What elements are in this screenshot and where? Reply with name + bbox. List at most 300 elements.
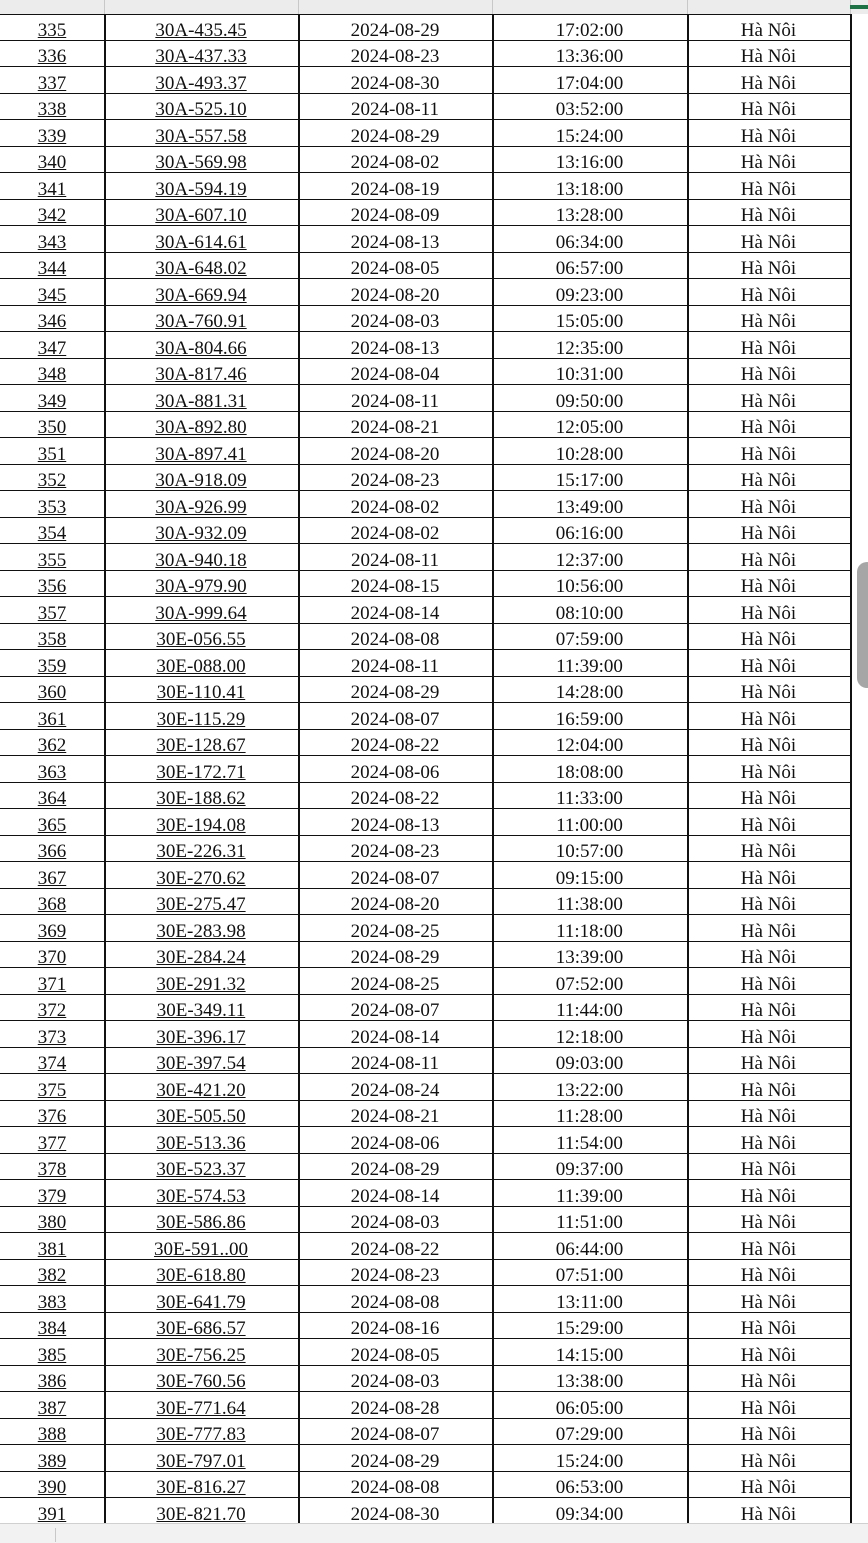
cell-location[interactable] xyxy=(687,94,850,120)
cell-time[interactable] xyxy=(492,1419,687,1445)
cell-time[interactable] xyxy=(492,942,687,968)
cell-index[interactable] xyxy=(0,1339,104,1365)
cell-index[interactable] xyxy=(0,677,104,703)
cell-date[interactable] xyxy=(298,862,492,888)
cell-time[interactable] xyxy=(492,995,687,1021)
cell-location[interactable] xyxy=(687,465,850,491)
cell-plate[interactable] xyxy=(104,279,298,305)
cell-location[interactable] xyxy=(687,1286,850,1312)
cell-time[interactable] xyxy=(492,1472,687,1498)
cell-date[interactable] xyxy=(298,915,492,941)
cell-time-text: 11:00:00 xyxy=(556,814,623,835)
cell-time[interactable] xyxy=(492,1366,687,1392)
cell-date[interactable] xyxy=(298,1180,492,1206)
cell-date[interactable] xyxy=(298,1021,492,1047)
cell-plate[interactable] xyxy=(104,1074,298,1100)
cell-date[interactable] xyxy=(298,226,492,252)
cell-location[interactable] xyxy=(687,1339,850,1365)
cell-plate[interactable] xyxy=(104,1021,298,1047)
cell-location[interactable] xyxy=(687,1233,850,1259)
cell-date[interactable] xyxy=(298,1339,492,1365)
cell-date[interactable] xyxy=(298,809,492,835)
cell-time[interactable] xyxy=(492,438,687,464)
cell-location[interactable] xyxy=(687,1313,850,1339)
cell-index[interactable] xyxy=(0,703,104,729)
cell-index[interactable] xyxy=(0,1233,104,1259)
cell-index[interactable] xyxy=(0,1180,104,1206)
cell-plate[interactable] xyxy=(104,385,298,411)
cell-location[interactable] xyxy=(687,67,850,93)
cell-date[interactable] xyxy=(298,1419,492,1445)
cell-plate[interactable] xyxy=(104,995,298,1021)
cell-index[interactable] xyxy=(0,889,104,915)
cell-time[interactable] xyxy=(492,1445,687,1471)
cell-location[interactable] xyxy=(687,1154,850,1180)
cell-location[interactable] xyxy=(687,597,850,623)
cell-location[interactable] xyxy=(687,995,850,1021)
cell-time[interactable] xyxy=(492,1021,687,1047)
cell-time[interactable] xyxy=(492,1180,687,1206)
cell-date[interactable] xyxy=(298,597,492,623)
cell-plate[interactable] xyxy=(104,968,298,994)
cell-location[interactable] xyxy=(687,544,850,570)
cell-location[interactable] xyxy=(687,200,850,226)
cell-location[interactable] xyxy=(687,412,850,438)
cell-time[interactable] xyxy=(492,1154,687,1180)
cell-time[interactable] xyxy=(492,650,687,676)
cell-plate[interactable] xyxy=(104,756,298,782)
cell-date[interactable] xyxy=(298,412,492,438)
cell-location[interactable] xyxy=(687,809,850,835)
cell-plate[interactable] xyxy=(104,1286,298,1312)
cell-index[interactable] xyxy=(0,1101,104,1127)
cell-index[interactable] xyxy=(0,1154,104,1180)
cell-date[interactable] xyxy=(298,67,492,93)
cell-plate[interactable] xyxy=(104,1313,298,1339)
cell-index[interactable] xyxy=(0,1021,104,1047)
cell-location[interactable] xyxy=(687,306,850,332)
cell-location[interactable] xyxy=(687,571,850,597)
cell-plate[interactable] xyxy=(104,1366,298,1392)
cell-plate[interactable] xyxy=(104,359,298,385)
cell-location[interactable] xyxy=(687,942,850,968)
cell-location[interactable] xyxy=(687,1127,850,1153)
cell-plate[interactable] xyxy=(104,915,298,941)
cell-location[interactable] xyxy=(687,1074,850,1100)
cell-index[interactable] xyxy=(0,518,104,544)
cell-plate[interactable] xyxy=(104,1180,298,1206)
cell-index[interactable] xyxy=(0,41,104,67)
cell-location-text: Hà Nôi xyxy=(740,1371,797,1391)
cell-date[interactable] xyxy=(298,836,492,862)
cell-date[interactable] xyxy=(298,1445,492,1471)
cell-location[interactable] xyxy=(687,677,850,703)
cell-index[interactable] xyxy=(0,67,104,93)
cell-index[interactable] xyxy=(0,1313,104,1339)
cell-index[interactable] xyxy=(0,279,104,305)
cell-location[interactable] xyxy=(687,1048,850,1074)
cell-index[interactable] xyxy=(0,359,104,385)
cell-date[interactable] xyxy=(298,1048,492,1074)
cell-location[interactable] xyxy=(687,756,850,782)
cell-date[interactable] xyxy=(298,1313,492,1339)
cell-time[interactable] xyxy=(492,279,687,305)
cell-time[interactable] xyxy=(492,1074,687,1100)
cell-time[interactable] xyxy=(492,1286,687,1312)
cell-index[interactable] xyxy=(0,253,104,279)
cell-index[interactable] xyxy=(0,1260,104,1286)
cell-date[interactable] xyxy=(298,677,492,703)
cell-date[interactable] xyxy=(298,173,492,199)
cell-plate[interactable] xyxy=(104,491,298,517)
cell-time[interactable] xyxy=(492,1127,687,1153)
cell-date[interactable] xyxy=(298,1127,492,1153)
cell-plate[interactable] xyxy=(104,1419,298,1445)
cell-plate[interactable] xyxy=(104,783,298,809)
cell-time[interactable] xyxy=(492,783,687,809)
cell-date[interactable] xyxy=(298,624,492,650)
cell-location[interactable] xyxy=(687,1419,850,1445)
cell-location[interactable] xyxy=(687,915,850,941)
cell-location[interactable] xyxy=(687,359,850,385)
cell-time[interactable] xyxy=(492,147,687,173)
cell-location[interactable] xyxy=(687,1392,850,1418)
cell-date[interactable] xyxy=(298,200,492,226)
cell-location[interactable] xyxy=(687,15,850,40)
cell-date[interactable] xyxy=(298,253,492,279)
cell-plate[interactable] xyxy=(104,1154,298,1180)
cell-plate[interactable] xyxy=(104,1472,298,1498)
cell-time[interactable] xyxy=(492,597,687,623)
cell-plate[interactable] xyxy=(104,1101,298,1127)
cell-time[interactable] xyxy=(492,968,687,994)
cell-index[interactable] xyxy=(0,1472,104,1498)
cell-plate[interactable] xyxy=(104,306,298,332)
cell-date[interactable] xyxy=(298,730,492,756)
cell-time[interactable] xyxy=(492,703,687,729)
cell-index[interactable] xyxy=(0,15,104,40)
cell-date[interactable] xyxy=(298,15,492,40)
cell-index[interactable] xyxy=(0,1419,104,1445)
cell-time[interactable] xyxy=(492,1339,687,1365)
spreadsheet-grid[interactable] xyxy=(0,14,852,1525)
cell-date[interactable] xyxy=(298,359,492,385)
cell-date[interactable] xyxy=(298,1207,492,1233)
cell-date[interactable] xyxy=(298,306,492,332)
cell-location[interactable] xyxy=(687,889,850,915)
cell-date[interactable] xyxy=(298,94,492,120)
cell-location[interactable] xyxy=(687,41,850,67)
cell-time[interactable] xyxy=(492,544,687,570)
cell-plate[interactable] xyxy=(104,67,298,93)
cell-location[interactable] xyxy=(687,650,850,676)
cell-plate[interactable] xyxy=(104,1339,298,1365)
cell-time[interactable] xyxy=(492,15,687,40)
cell-plate[interactable] xyxy=(104,41,298,67)
cell-location[interactable] xyxy=(687,253,850,279)
cell-date[interactable] xyxy=(298,1101,492,1127)
cell-index[interactable] xyxy=(0,147,104,173)
cell-date[interactable] xyxy=(298,650,492,676)
cell-time[interactable] xyxy=(492,730,687,756)
cell-plate[interactable] xyxy=(104,438,298,464)
cell-time[interactable] xyxy=(492,200,687,226)
cell-location[interactable] xyxy=(687,491,850,517)
cell-date[interactable] xyxy=(298,1366,492,1392)
cell-plate[interactable] xyxy=(104,1207,298,1233)
cell-time[interactable] xyxy=(492,1392,687,1418)
cell-time[interactable] xyxy=(492,809,687,835)
cell-location-text: Hà Nôi xyxy=(740,231,797,252)
cell-date[interactable] xyxy=(298,1154,492,1180)
cell-index[interactable] xyxy=(0,332,104,358)
cell-time[interactable] xyxy=(492,359,687,385)
cell-time[interactable] xyxy=(492,862,687,888)
cell-index[interactable] xyxy=(0,597,104,623)
cell-plate[interactable] xyxy=(104,862,298,888)
cell-index[interactable] xyxy=(0,571,104,597)
cell-plate[interactable] xyxy=(104,1127,298,1153)
cell-time[interactable] xyxy=(492,571,687,597)
cell-location[interactable] xyxy=(687,624,850,650)
cell-time[interactable] xyxy=(492,412,687,438)
cell-date[interactable] xyxy=(298,1074,492,1100)
cell-time[interactable] xyxy=(492,491,687,517)
cell-location[interactable] xyxy=(687,703,850,729)
cell-index[interactable] xyxy=(0,226,104,252)
cell-plate[interactable] xyxy=(104,518,298,544)
cell-index[interactable] xyxy=(0,730,104,756)
cell-index[interactable] xyxy=(0,200,104,226)
cell-time[interactable] xyxy=(492,889,687,915)
column-header-e[interactable] xyxy=(688,0,851,14)
cell-date[interactable] xyxy=(298,783,492,809)
cell-time[interactable] xyxy=(492,1207,687,1233)
cell-location[interactable] xyxy=(687,518,850,544)
cell-time[interactable] xyxy=(492,306,687,332)
cell-plate[interactable] xyxy=(104,465,298,491)
cell-time[interactable] xyxy=(492,1233,687,1259)
cell-location[interactable] xyxy=(687,1445,850,1471)
cell-index[interactable] xyxy=(0,1445,104,1471)
cell-index[interactable] xyxy=(0,544,104,570)
cell-plate[interactable] xyxy=(104,412,298,438)
column-header-a[interactable] xyxy=(0,0,105,14)
cell-time[interactable] xyxy=(492,253,687,279)
cell-date[interactable] xyxy=(298,968,492,994)
cell-location[interactable] xyxy=(687,279,850,305)
cell-plate[interactable] xyxy=(104,624,298,650)
cell-plate[interactable] xyxy=(104,1233,298,1259)
cell-date[interactable] xyxy=(298,1498,492,1524)
cell-plate[interactable] xyxy=(104,120,298,146)
cell-date[interactable] xyxy=(298,571,492,597)
cell-date[interactable] xyxy=(298,703,492,729)
cell-plate[interactable] xyxy=(104,1260,298,1286)
cell-time[interactable] xyxy=(492,465,687,491)
cell-date[interactable] xyxy=(298,1260,492,1286)
cell-index[interactable] xyxy=(0,120,104,146)
cell-date[interactable] xyxy=(298,942,492,968)
cell-date[interactable] xyxy=(298,995,492,1021)
cell-time[interactable] xyxy=(492,836,687,862)
cell-location[interactable] xyxy=(687,836,850,862)
cell-date[interactable] xyxy=(298,438,492,464)
cell-plate[interactable] xyxy=(104,544,298,570)
cell-date[interactable] xyxy=(298,332,492,358)
cell-time[interactable] xyxy=(492,677,687,703)
cell-date[interactable] xyxy=(298,756,492,782)
cell-location[interactable] xyxy=(687,1472,850,1498)
column-header-b[interactable] xyxy=(105,0,299,14)
cell-location[interactable] xyxy=(687,173,850,199)
cell-plate[interactable] xyxy=(104,1392,298,1418)
cell-date[interactable] xyxy=(298,1472,492,1498)
cell-time[interactable] xyxy=(492,41,687,67)
cell-date[interactable] xyxy=(298,491,492,517)
cell-index[interactable] xyxy=(0,862,104,888)
cell-plate[interactable] xyxy=(104,226,298,252)
cell-index[interactable] xyxy=(0,1207,104,1233)
cell-index[interactable] xyxy=(0,1127,104,1153)
cell-location[interactable] xyxy=(687,968,850,994)
cell-date[interactable] xyxy=(298,1233,492,1259)
cell-date[interactable] xyxy=(298,279,492,305)
cell-plate[interactable] xyxy=(104,94,298,120)
cell-location[interactable] xyxy=(687,147,850,173)
cell-index[interactable] xyxy=(0,465,104,491)
cell-location[interactable] xyxy=(687,783,850,809)
cell-location[interactable] xyxy=(687,1498,850,1524)
cell-plate[interactable] xyxy=(104,597,298,623)
cell-location[interactable] xyxy=(687,1021,850,1047)
cell-index[interactable] xyxy=(0,412,104,438)
cell-plate[interactable] xyxy=(104,730,298,756)
cell-time[interactable] xyxy=(492,1101,687,1127)
cell-index[interactable] xyxy=(0,836,104,862)
cell-plate[interactable] xyxy=(104,677,298,703)
cell-time-text: 12:35:00 xyxy=(555,337,624,358)
column-header-c[interactable] xyxy=(299,0,493,14)
cell-date[interactable] xyxy=(298,889,492,915)
cell-time[interactable] xyxy=(492,1260,687,1286)
column-header-d[interactable] xyxy=(493,0,688,14)
cell-location[interactable] xyxy=(687,120,850,146)
cell-date[interactable] xyxy=(298,465,492,491)
cell-index[interactable] xyxy=(0,94,104,120)
cell-date[interactable] xyxy=(298,1286,492,1312)
cell-index[interactable] xyxy=(0,491,104,517)
cell-index[interactable] xyxy=(0,756,104,782)
cell-index[interactable] xyxy=(0,915,104,941)
cell-location[interactable] xyxy=(687,862,850,888)
cell-date[interactable] xyxy=(298,120,492,146)
cell-time[interactable] xyxy=(492,120,687,146)
cell-time[interactable] xyxy=(492,1313,687,1339)
cell-index[interactable] xyxy=(0,1074,104,1100)
cell-plate[interactable] xyxy=(104,1498,298,1524)
cell-date[interactable] xyxy=(298,385,492,411)
cell-plate[interactable] xyxy=(104,1445,298,1471)
cell-time[interactable] xyxy=(492,1498,687,1524)
cell-plate[interactable] xyxy=(104,200,298,226)
cell-index[interactable] xyxy=(0,968,104,994)
cell-index[interactable] xyxy=(0,650,104,676)
cell-index[interactable] xyxy=(0,1366,104,1392)
cell-plate[interactable] xyxy=(104,703,298,729)
cell-time[interactable] xyxy=(492,518,687,544)
cell-time[interactable] xyxy=(492,94,687,120)
cell-time[interactable] xyxy=(492,915,687,941)
cell-time[interactable] xyxy=(492,756,687,782)
cell-time[interactable] xyxy=(492,1048,687,1074)
cell-time[interactable] xyxy=(492,385,687,411)
cell-location-text: Hà Nôi xyxy=(740,894,797,914)
cell-date[interactable] xyxy=(298,41,492,67)
cell-plate[interactable] xyxy=(104,15,298,40)
cell-index[interactable] xyxy=(0,995,104,1021)
cell-location[interactable] xyxy=(687,385,850,411)
cell-index[interactable] xyxy=(0,1286,104,1312)
cell-plate-text: 30A-897.41 xyxy=(155,443,247,464)
cell-plate[interactable] xyxy=(104,836,298,862)
cell-time[interactable] xyxy=(492,624,687,650)
cell-location[interactable] xyxy=(687,1180,850,1206)
cell-plate[interactable] xyxy=(104,332,298,358)
cell-plate[interactable] xyxy=(104,650,298,676)
cell-index[interactable] xyxy=(0,306,104,332)
cell-index[interactable] xyxy=(0,438,104,464)
cell-plate[interactable] xyxy=(104,889,298,915)
cell-index[interactable] xyxy=(0,1048,104,1074)
cell-plate[interactable] xyxy=(104,809,298,835)
cell-location[interactable] xyxy=(687,438,850,464)
cell-index[interactable] xyxy=(0,624,104,650)
cell-location[interactable] xyxy=(687,226,850,252)
cell-date[interactable] xyxy=(298,1392,492,1418)
cell-index[interactable] xyxy=(0,783,104,809)
cell-plate[interactable] xyxy=(104,147,298,173)
cell-location[interactable] xyxy=(687,332,850,358)
cell-plate[interactable] xyxy=(104,571,298,597)
cell-plate-text: 30E-505.50 xyxy=(156,1106,246,1126)
cell-date[interactable] xyxy=(298,518,492,544)
cell-date[interactable] xyxy=(298,147,492,173)
cell-plate[interactable] xyxy=(104,253,298,279)
cell-plate[interactable] xyxy=(104,173,298,199)
cell-plate[interactable] xyxy=(104,1048,298,1074)
cell-location[interactable] xyxy=(687,1101,850,1127)
cell-time[interactable] xyxy=(492,67,687,93)
cell-time[interactable] xyxy=(492,332,687,358)
cell-index[interactable] xyxy=(0,173,104,199)
cell-time-text: 15:24:00 xyxy=(555,125,624,146)
cell-index[interactable] xyxy=(0,1392,104,1418)
cell-plate[interactable] xyxy=(104,942,298,968)
cell-location[interactable] xyxy=(687,730,850,756)
cell-time[interactable] xyxy=(492,173,687,199)
cell-location[interactable] xyxy=(687,1366,850,1392)
cell-index[interactable] xyxy=(0,1498,104,1524)
cell-index[interactable] xyxy=(0,385,104,411)
cell-index[interactable] xyxy=(0,942,104,968)
cell-index[interactable] xyxy=(0,809,104,835)
cell-location[interactable] xyxy=(687,1207,850,1233)
cell-date[interactable] xyxy=(298,544,492,570)
cell-time[interactable] xyxy=(492,226,687,252)
cell-location[interactable] xyxy=(687,1260,850,1286)
scrollbar-handle[interactable] xyxy=(857,562,868,688)
